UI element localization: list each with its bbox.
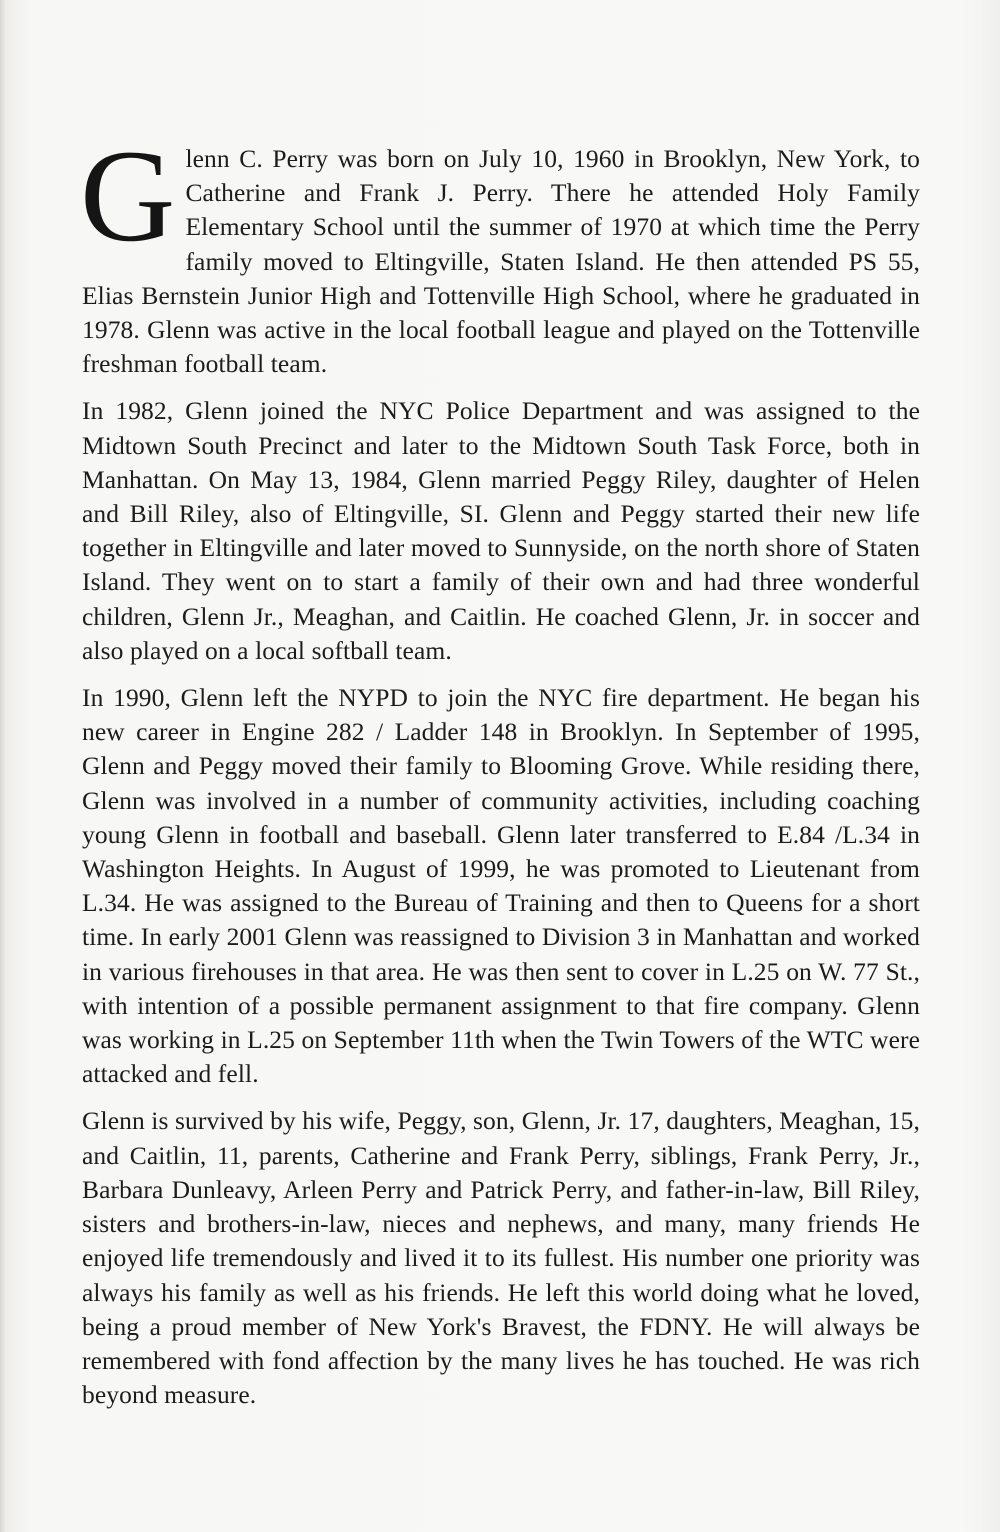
paragraph-fire-career: In 1990, Glenn left the NYPD to join the NYC fire department. He began his new career in Engine 282 / Ladder 148 in Brooklyn. In September of 1995, Glenn and Peggy moved their family to Blooming Grove. While residing there, Glenn was involved in a number of community activities, including coaching young Glenn in football and baseball. Glenn later transferred to E.84 /L.34 in Washington Heights. In August of 1999, he was promoted to Lieutenant from L.34. He was assigned to the Bureau of Training and then to Queens for a short time. In early 2001 Glenn was reassigned to Division 3 in Manhattan and worked in various firehouses in that area. He was then sent to cover in L.25 on W. 77 St., with intention of a possible permanent assignment to that fire company. Glenn was working in L.25 on September 11th when the Twin Towers of the WTC were attacked and fell. — [82, 683, 920, 1089]
paragraph-text: lenn C. Perry was born on July 10, 1960 in Brooklyn, New York, to Catherine and Frank J. Perry. There he attended Holy Family Elementary School until the summer of 1970 at which time the Perry family moved to Eltingville, Staten Island. He then attended PS 55, Elias Bernstein Junior High and Tottenville High School, where he graduated in 1978. Glenn was active in the local football league and played on the Tottenville freshman football team. — [82, 144, 920, 379]
paragraph-police-career: In 1982, Glenn joined the NYC Police Department and was assigned to the Midtown South Precinct and later to the Midtown South Task Force, both in Manhattan. On May 13, 1984, Glenn married Peggy Riley, daughter of Helen and Bill Riley, also of Eltingville, SI. Glenn and Peggy started their new life together in Eltingville and later moved to Sunnyside, on the north shore of Staten Island. They went on to start a family of their own and had three wonderful children, Glenn Jr., Meaghan, and Caitlin. He coached Glenn, Jr. in soccer and also played on a local softball team. — [82, 396, 920, 665]
paragraph-early-life — [80, 122, 920, 381]
biography-text — [80, 122, 920, 1425]
drop-cap: G — [80, 122, 176, 269]
binding-shadow — [0, 0, 6, 1532]
paragraph-survivors: Glenn is survived by his wife, Peggy, son, Glenn, Jr. 17, daughters, Meaghan, 15, and Caitlin, 11, parents, Catherine and Frank Perry, siblings, Frank Perry, Jr., Barbara Dunleavy, Arleen Perry and Patrick Perry, and father-in-law, Bill Riley, sisters and brothers-in-law, nieces and nephews, and many, many friends He enjoyed life tremendously and lived it to its fullest. His number one priority was always his family as well as his friends. He left this world doing what he loved, being a proud member of New York's Bravest, the FDNY. He will always be remembered with fond affection by the many lives he has touched. He was rich beyond measure. — [82, 1106, 920, 1410]
